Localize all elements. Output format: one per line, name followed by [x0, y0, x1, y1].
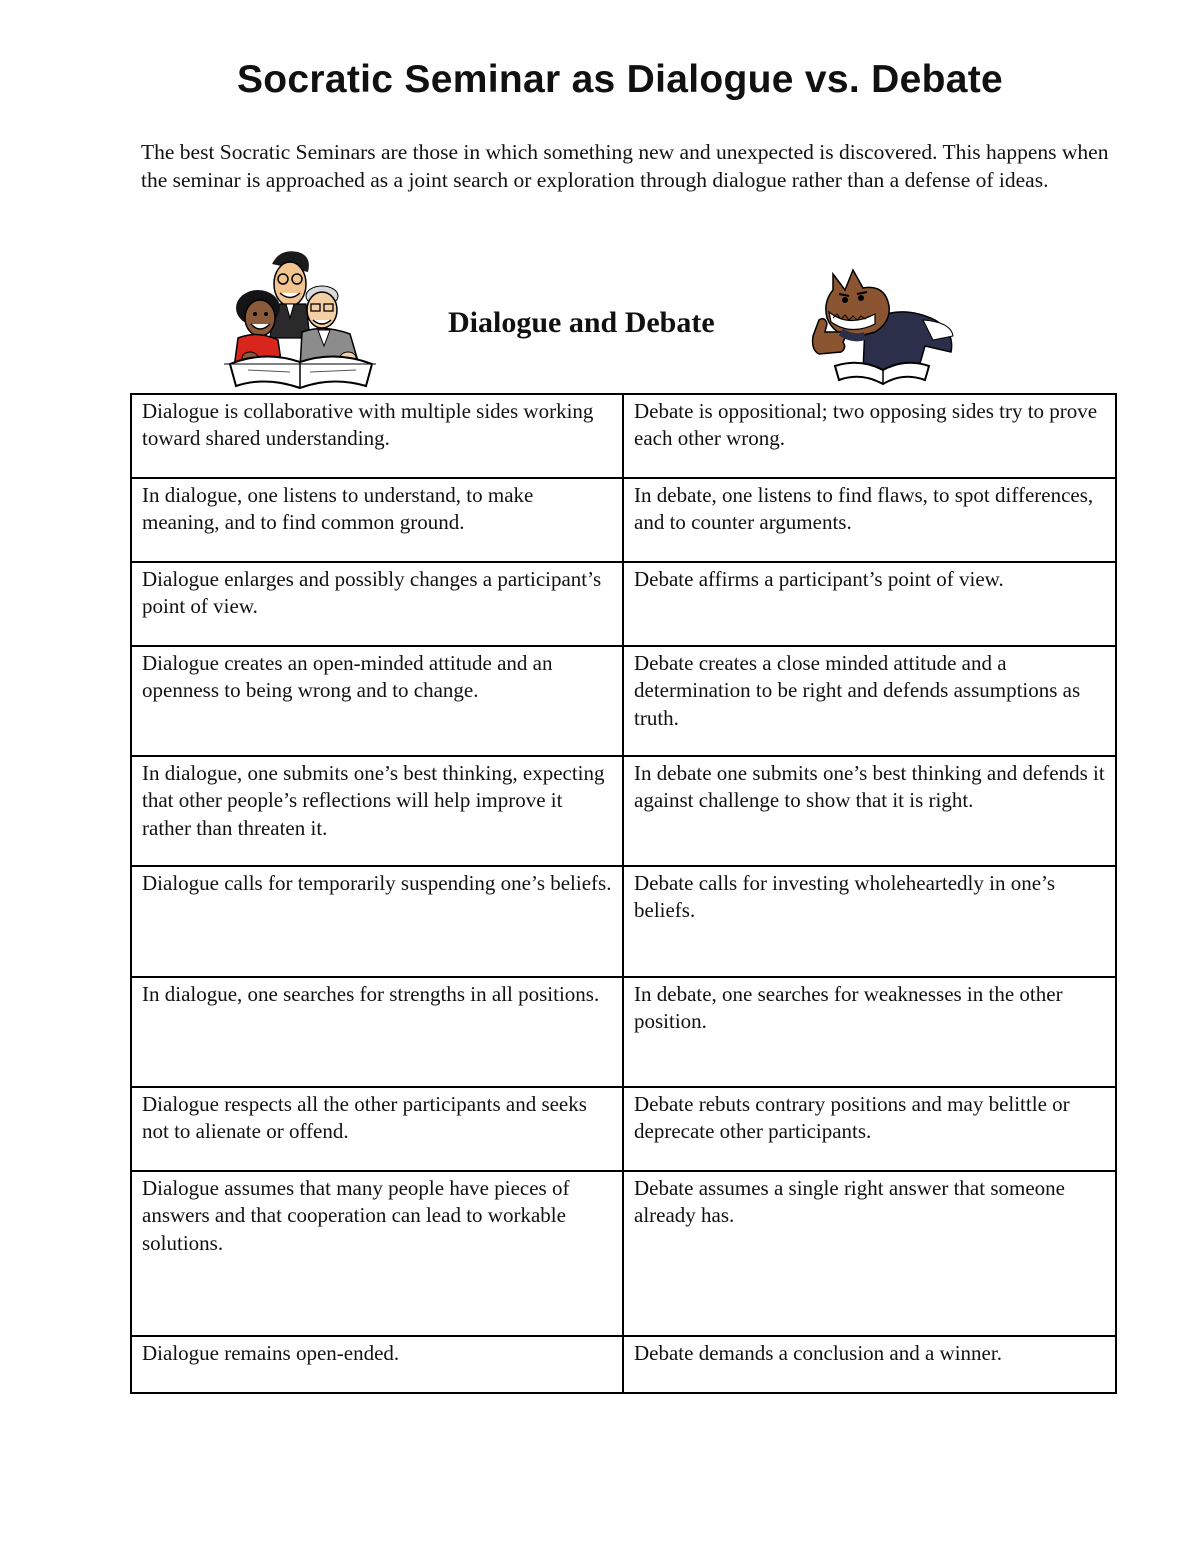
table-row	[131, 866, 1116, 977]
debate-cell: Debate rebuts contrary positions and may belittle or deprecate other participants.	[623, 1087, 1116, 1171]
table-row	[131, 1336, 1116, 1393]
table-row	[131, 646, 1116, 756]
table-row	[131, 562, 1116, 646]
dialogue-cell: In dialogue, one listens to understand, to make meaning, and to find common ground.	[131, 478, 623, 562]
dialogue-debate-table	[130, 393, 1117, 1394]
dialogue-cell: Dialogue enlarges and possibly changes a participant’s point of view.	[131, 562, 623, 646]
debate-cell: In debate one submits one’s best thinking and defends it against challenge to show that it is right.	[623, 756, 1116, 866]
dialogue-cell: Dialogue respects all the other participants and seeks not to alienate or offend.	[131, 1087, 623, 1171]
debate-cell: In debate, one searches for weaknesses in the other position.	[623, 977, 1116, 1087]
table-row	[131, 478, 1116, 562]
wolf-debater-illustration	[805, 262, 960, 392]
table-row	[131, 1087, 1116, 1171]
table-row	[131, 1171, 1116, 1336]
debate-cell: In debate, one listens to find flaws, to spot differences, and to counter arguments.	[623, 478, 1116, 562]
table-row	[131, 394, 1116, 478]
debate-cell: Debate creates a close minded attitude and a determination to be right and defends assumptions as truth.	[623, 646, 1116, 756]
debate-cell: Debate is oppositional; two opposing sides try to prove each other wrong.	[623, 394, 1116, 478]
dialogue-cell: In dialogue, one submits one’s best thinking, expecting that other people’s reflections will help improve it rather than threaten it.	[131, 756, 623, 866]
debate-cell: Debate affirms a participant’s point of view.	[623, 562, 1116, 646]
section-heading: Dialogue and Debate	[448, 306, 715, 339]
debate-cell: Debate assumes a single right answer that someone already has.	[623, 1171, 1116, 1336]
debate-cell: Debate demands a conclusion and a winner.	[623, 1336, 1116, 1393]
table-row	[131, 977, 1116, 1087]
debate-cell: Debate calls for investing wholeheartedly in one’s beliefs.	[623, 866, 1116, 977]
dialogue-cell: Dialogue is collaborative with multiple sides working toward shared understanding.	[131, 394, 623, 478]
page-title: Socratic Seminar as Dialogue vs. Debate	[236, 58, 1003, 101]
people-reading-illustration	[220, 246, 380, 394]
dialogue-cell: Dialogue creates an open-minded attitude and an openness to being wrong and to change.	[131, 646, 623, 756]
dialogue-cell: Dialogue calls for temporarily suspending one’s beliefs.	[131, 866, 623, 977]
intro-paragraph: The best Socratic Seminars are those in which something new and unexpected is discovered. This happens when the seminar is approached as a joint search or exploration through dialogue rather than a defense of ideas.	[141, 140, 1109, 192]
dialogue-cell: In dialogue, one searches for strengths in all positions.	[131, 977, 623, 1087]
dialogue-cell: Dialogue remains open-ended.	[131, 1336, 623, 1393]
table-row	[131, 756, 1116, 866]
dialogue-cell: Dialogue assumes that many people have pieces of answers and that cooperation can lead to workable solutions.	[131, 1171, 623, 1336]
